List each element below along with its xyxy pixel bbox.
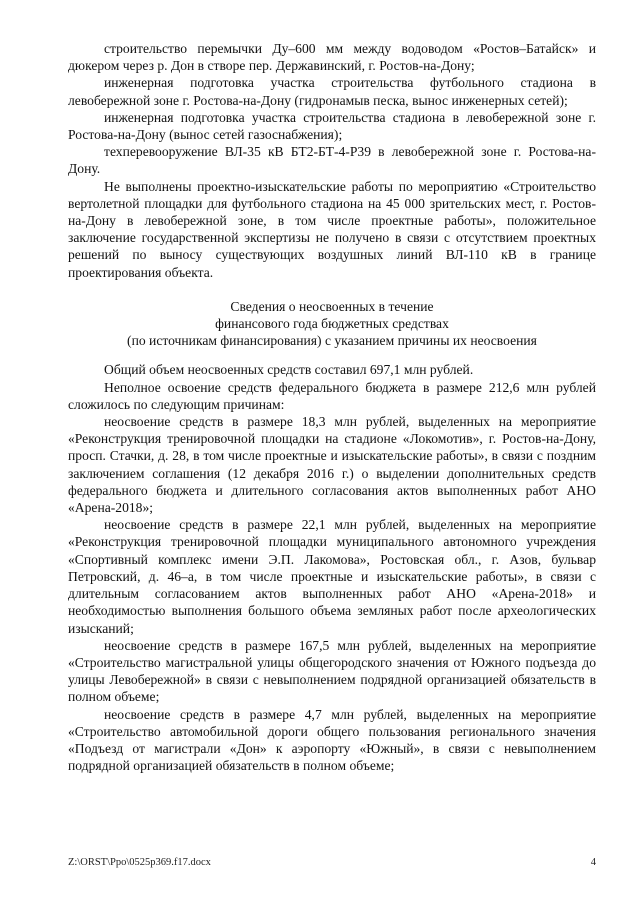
section-heading-line: (по источникам финансирования) с указанием причины их неосвоения xyxy=(127,333,537,349)
paragraph: неосвоение средств в размере 167,5 млн рублей, выделенных на мероприятие «Строительство магистральной улицы общегородского значения от Южного подъезда до улицы Левобережной» в связи с невыполнением подрядной организацией обязательств в полном объеме; xyxy=(68,637,596,705)
paragraph: Не выполнены проектно-изыскательские работы по мероприятию «Строительство вертолетной площадки для футбольного стадиона на 45 000 зрительских мест, г. Ростов-на-Дону в левобережной зоне, в том числе проектные работы», положительное заключение государственной экспертизы не получено в связи с отсутствием проектных решений по выносу существующих воздушных линий ВЛ-110 кВ в границе проектирования объекта. xyxy=(68,178,596,280)
paragraph: неосвоение средств в размере 22,1 млн рублей, выделенных на мероприятие «Реконструкция тренировочной площадки муниципального автономного учреждения «Спортивный комплекс имени Э.П. Лакомова», Ростовская обл., г. Азов, бульвар Петровский, д. 46–а, в том числе проектные и изыскательские работы», в связи с длительным согласованием актов выполненных работ АНО «Арена-2018» и необходимостью выполнения большого объема земляных работ после археологических изысканий; xyxy=(68,517,596,636)
paragraph: техперевооружение ВЛ-35 кВ БТ2-БТ-4-Р39 в левобережной зоне г. Ростова-на-Дону. xyxy=(68,144,596,177)
paragraph: строительство перемычки Ду–600 мм между водоводом «Ростов–Батайск» и дюкером через р. Дон в створе пер. Державинский, г. Ростов-на-Дону; xyxy=(68,41,596,74)
paragraph: неосвоение средств в размере 4,7 млн рублей, выделенных на мероприятие «Строительство автомобильной дороги общего пользования регионального значения «Подъезд от магистрали «Дон» к аэропорту «Южный», в связи с невыполнением подрядной организацией обязательств в полном объеме; xyxy=(68,706,596,774)
spacer xyxy=(68,281,596,298)
section-heading-line: Сведения о неосвоенных в течение xyxy=(230,298,434,314)
page-number: 4 xyxy=(590,857,596,868)
section-heading-line: финансового года бюджетных средствах xyxy=(215,316,449,332)
paragraph: Неполное освоение средств федерального бюджета в размере 212,6 млн рублей сложилось по следующим причинам: xyxy=(68,379,596,412)
footer-file-path: Z:\ORST\Ppo\0525p369.f17.docx xyxy=(68,857,211,868)
spacer xyxy=(68,349,596,361)
document-body xyxy=(68,40,596,774)
paragraph: инженерная подготовка участка строительства футбольного стадиона в левобережной зоне г. Ростова-на-Дону (гидронамыв песка, вынос инженерных сетей); xyxy=(68,75,596,108)
section-heading xyxy=(68,298,596,350)
paragraph: инженерная подготовка участка строительства стадиона в левобережной зоне г. Ростова-на-Дону (вынос сетей газоснабжения); xyxy=(68,109,596,143)
paragraph: Общий объем неосвоенных средств составил 697,1 млн рублей. xyxy=(104,362,474,378)
paragraph: неосвоение средств в размере 18,3 млн рублей, выделенных на мероприятие «Реконструкция тренировочной площадки на стадионе «Локомотив», г. Ростов-на-Дону, просп. Стачки, д. 28, в том числе проектные и изыскательские работы», в связи с поздним заключением соглашения (12 декабря 2016 г.) о выделении дополнительных средств федерального бюджета и длительного согласования актов выполненных работ АНО «Арена-2018»; xyxy=(68,414,596,516)
